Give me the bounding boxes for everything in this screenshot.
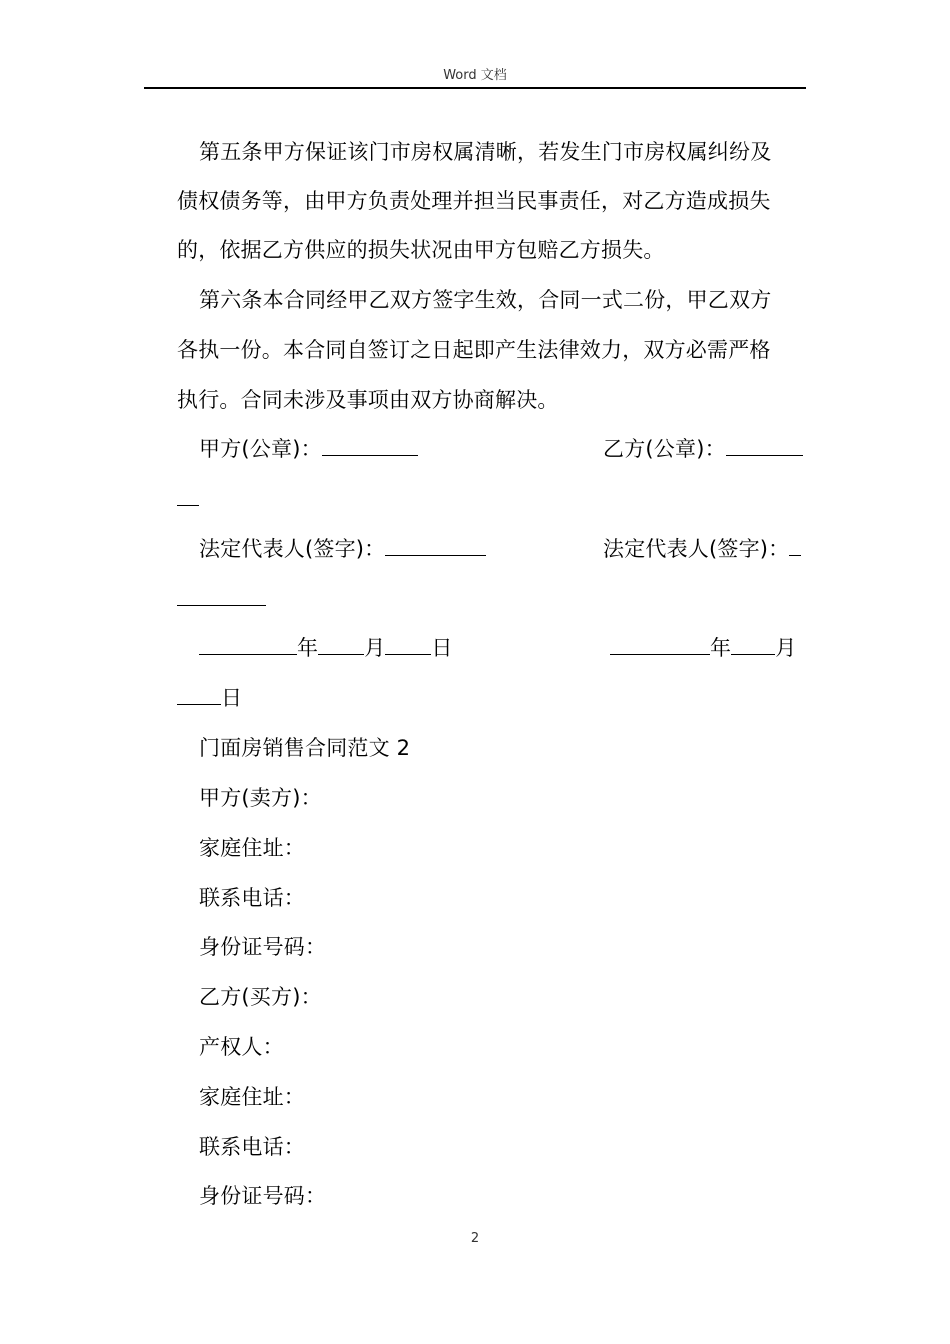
seller-id-label: 身份证号码： (199, 935, 327, 959)
article-6-line-2: 各执一份。本合同自签订之日起即产生法律效力，双方必需严格 (177, 338, 771, 362)
date-b-month-label: 月 (775, 636, 797, 660)
contract-2-title: 门面房销售合同范文 2 (199, 736, 411, 760)
article-5-line-3: 的，依据乙方供应的损失状况由甲方包赔乙方损失。 (177, 238, 665, 262)
date-a-day-label: 日 (431, 636, 453, 660)
party-a-seal-line (199, 435, 418, 463)
date-a-year-blank (199, 634, 297, 655)
rep-a-line (199, 535, 486, 563)
rep-a-label: 法定代表人(签字)： (199, 537, 386, 561)
party-a-seal-label: 甲方(公章)： (199, 437, 322, 461)
article-5-line-2: 债权债务等，由甲方负责处理并担当民事责任，对乙方造成损失 (177, 189, 771, 213)
article-6-line-3: 执行。合同未涉及事项由双方协商解决。 (177, 388, 559, 412)
buyer-id-label: 身份证号码： (199, 1184, 327, 1208)
party-a-seal-blank (322, 435, 418, 456)
date-b-year-blank (610, 634, 710, 655)
buyer-phone-label: 联系电话： (199, 1135, 305, 1159)
page-header: Word 文档 (443, 68, 507, 83)
rep-b-continuation (177, 585, 266, 613)
party-b-seal-blank-cont (177, 485, 199, 506)
date-a-year-label: 年 (297, 636, 319, 660)
page-number: 2 (470, 1231, 480, 1246)
party-b-seal-continuation (177, 485, 199, 513)
date-a-line (199, 634, 453, 662)
article-5-line-1: 第五条甲方保证该门市房权属清晰，若发生门市房权属纠纷及 (199, 140, 772, 164)
seller-label: 甲方(卖方)： (199, 786, 322, 810)
rep-b-line (603, 535, 801, 563)
rep-b-label: 法定代表人(签字)： (603, 537, 790, 561)
party-b-seal-blank (726, 435, 803, 456)
header-rule (144, 87, 806, 89)
date-b-day-label: 日 (221, 686, 243, 710)
seller-address-label: 家庭住址： (199, 836, 305, 860)
party-b-seal-line (603, 435, 803, 463)
owner-label: 产权人： (199, 1035, 284, 1059)
date-b-line (610, 634, 796, 662)
date-b-month-blank (731, 634, 775, 655)
date-b-year-label: 年 (710, 636, 732, 660)
rep-a-blank (385, 535, 486, 556)
date-b-continuation (177, 684, 242, 712)
date-a-month-blank (318, 634, 364, 655)
party-b-seal-label: 乙方(公章)： (603, 437, 726, 461)
article-6-line-1: 第六条本合同经甲乙双方签字生效，合同一式二份，甲乙双方 (199, 288, 772, 312)
buyer-address-label: 家庭住址： (199, 1085, 305, 1109)
date-a-day-blank (385, 634, 431, 655)
rep-b-blank (789, 535, 801, 556)
date-a-month-label: 月 (364, 636, 386, 660)
rep-b-blank-cont (177, 585, 266, 606)
buyer-label: 乙方(买方)： (199, 985, 322, 1009)
date-b-day-blank (177, 684, 221, 705)
seller-phone-label: 联系电话： (199, 886, 305, 910)
